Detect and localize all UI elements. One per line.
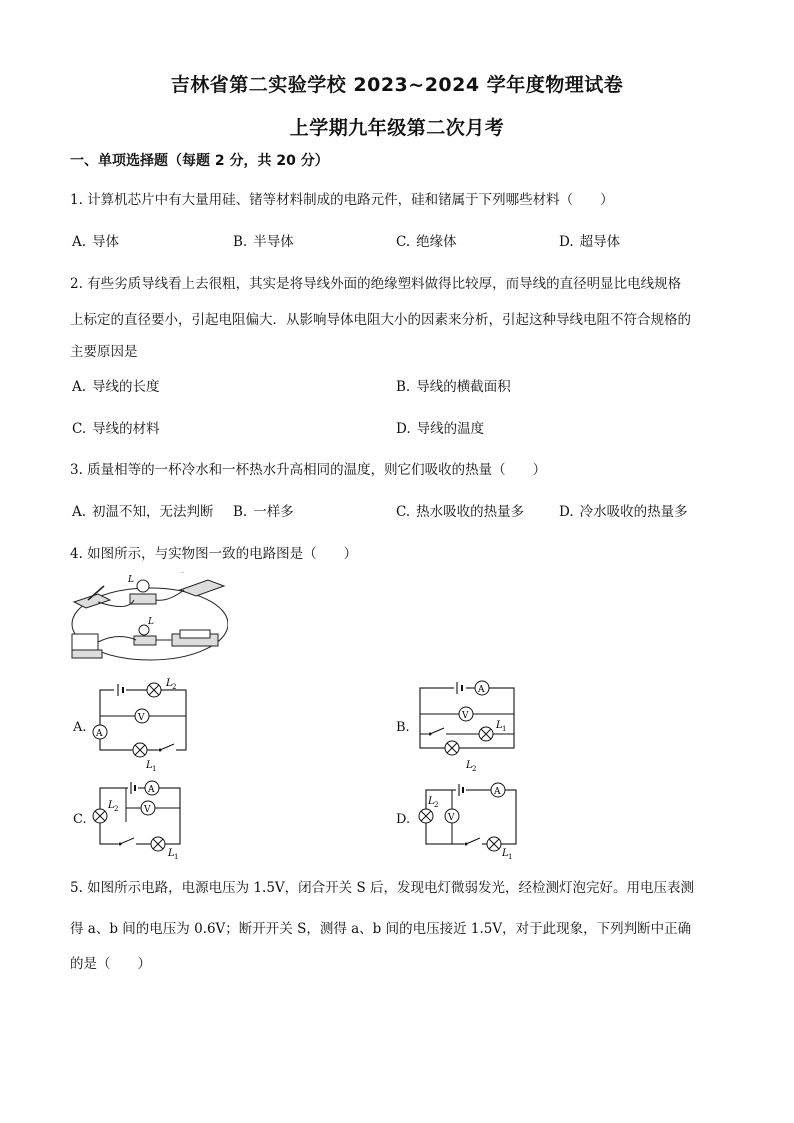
- question-2-stem-line2: 上标定的直径要小，引起电阻偏大．从影响导体电阻大小的因素来分析，引起这种导线电阻不符合规格的: [70, 312, 691, 328]
- exam-subtitle: 上学期九年级第二次月考: [289, 117, 505, 139]
- q1-option-c[interactable]: C. 绝缘体: [396, 234, 457, 250]
- svg-text:A: A: [478, 685, 485, 695]
- circuit-diagram-a: [88, 676, 200, 776]
- battery-illustration: [172, 630, 218, 646]
- question-1-stem: 1. 计算机芯片中有大量用硅、锗等材料制成的电路元件，硅和锗属于下列哪些材料（ ）: [70, 192, 614, 208]
- svg-text:A: A: [494, 787, 501, 797]
- q2-option-c[interactable]: C. 导线的材料: [72, 421, 160, 437]
- question-5-stem-line3: 的是（ ）: [70, 956, 151, 972]
- question-2-stem-line1: 2. 有些劣质导线看上去很粗，其实是将导线外面的绝缘塑料做得比较厚，而导线的直径明显比电线规格: [70, 276, 682, 292]
- circuit-diagram-c: [88, 778, 192, 860]
- svg-text:L: L: [166, 678, 173, 689]
- bulb-l2-illustration: [134, 617, 156, 645]
- svg-text:1: 1: [502, 725, 507, 733]
- svg-text:L: L: [148, 617, 154, 627]
- q3-option-b[interactable]: B. 一样多: [233, 504, 294, 520]
- svg-text:L: L: [496, 720, 503, 731]
- question-5-stem-line1: 5. 如图所示电路，电源电压为 1.5V，闭合开关 S 后，发现电灯微弱发光，经检测灯泡完好。用电压表测: [70, 880, 695, 896]
- q3-option-d[interactable]: D. 冷水吸收的热量多: [559, 504, 688, 520]
- q2-option-b[interactable]: B. 导线的横截面积: [396, 379, 511, 395]
- q4-option-c-label[interactable]: C.: [73, 812, 87, 827]
- voltmeter-illustration: [180, 572, 224, 596]
- circuit-diagram-b: [410, 676, 522, 776]
- section-heading: 一、单项选择题（每题 2 分，共 20 分）: [70, 153, 329, 169]
- svg-text:L: L: [128, 575, 134, 585]
- svg-text:L: L: [466, 760, 473, 771]
- q2-option-a[interactable]: A. 导线的长度: [72, 379, 160, 395]
- svg-text:2: 2: [472, 765, 477, 773]
- switch-illustration: [74, 586, 110, 608]
- q3-option-a[interactable]: A. 初温不知，无法判断: [72, 504, 214, 520]
- apparatus-picture: [68, 572, 228, 664]
- q4-option-b-label[interactable]: B.: [396, 720, 410, 735]
- question-4-stem: 4. 如图所示，与实物图一致的电路图是（ ）: [70, 546, 358, 562]
- q4-option-d-label[interactable]: D.: [396, 812, 411, 827]
- svg-text:V: V: [462, 711, 469, 721]
- question-5-stem-line2: 得 a、b 间的电压为 0.6V；断开开关 S，测得 a、b 间的电压接近 1.5V，对于此现象，下列判断中正确: [70, 921, 692, 937]
- svg-text:1: 1: [508, 853, 513, 860]
- q4-option-a-label[interactable]: A.: [73, 720, 87, 735]
- svg-text:V: V: [448, 813, 455, 823]
- question-3-stem: 3. 质量相等的一杯冷水和一杯热水升高相同的温度，则它们吸收的热量（ ）: [70, 462, 547, 478]
- svg-text:L: L: [428, 796, 435, 807]
- ammeter-illustration: [72, 634, 102, 658]
- svg-text:L: L: [108, 800, 115, 811]
- svg-text:2: 2: [114, 805, 119, 813]
- svg-text:2: 2: [172, 683, 177, 691]
- question-2-stem-line3: 主要原因是: [70, 344, 138, 360]
- q1-option-a[interactable]: A. 导体: [72, 234, 120, 250]
- bulb-l1-illustration: [127, 575, 156, 604]
- svg-text:L: L: [502, 848, 509, 859]
- svg-text:A: A: [148, 785, 155, 795]
- svg-text:A: A: [96, 729, 103, 739]
- svg-text:V: V: [144, 805, 151, 815]
- svg-text:1: 1: [152, 765, 157, 773]
- exam-title: 吉林省第二实验学校 2023~2024 学年度物理试卷: [170, 74, 624, 96]
- svg-text:L: L: [168, 848, 175, 859]
- q2-option-d[interactable]: D. 导线的温度: [396, 421, 485, 437]
- svg-text:L: L: [146, 760, 153, 771]
- q1-option-d[interactable]: D. 超导体: [559, 234, 621, 250]
- q3-option-c[interactable]: C. 热水吸收的热量多: [396, 504, 525, 520]
- q1-option-b[interactable]: B. 半导体: [233, 234, 294, 250]
- svg-text:2: 2: [434, 801, 439, 809]
- circuit-diagram-d: [412, 778, 522, 860]
- svg-text:V: V: [138, 713, 145, 723]
- svg-text:1: 1: [174, 853, 179, 860]
